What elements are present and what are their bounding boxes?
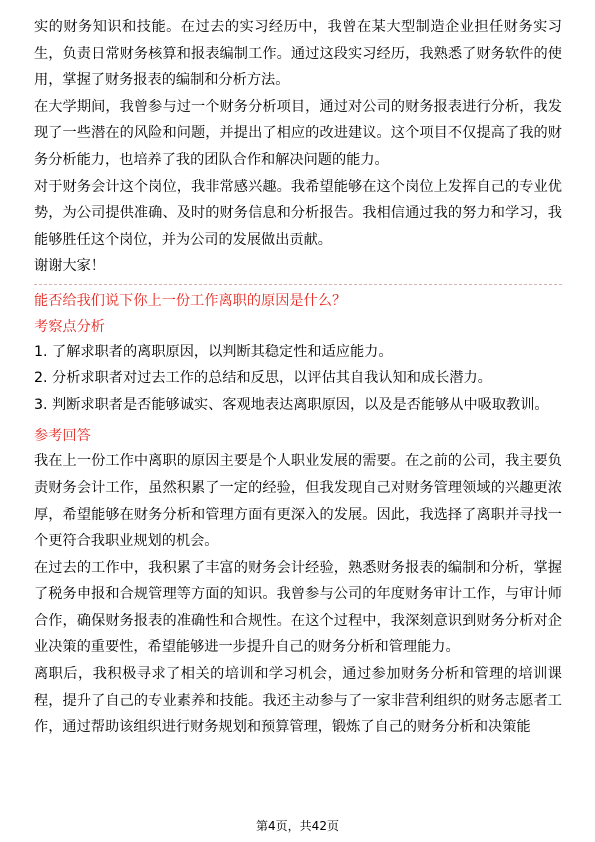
interview-question: 能否给我们说下你上一份工作离职的原因是什么？ xyxy=(34,292,347,309)
intro-paragraph-1: 实的财务知识和技能。在过去的实习经历中，我曾在某大型制造企业担任财务实习生，负责日常财务核算和报表编制工作。通过这段实习经历，我熟悉了财务软件的使用，掌握了财务报表的编制和分析方法。 xyxy=(34,19,562,89)
page-number-footer: 第4页，共42页 xyxy=(256,819,339,833)
intro-paragraph-2: 在大学期间，我曾参与过一个财务分析项目，通过对公司的财务报表进行分析，我发现了一些潜在的风险和问题，并提出了相应的改进建议。这个项目不仅提高了我的财务分析能力，也培养了我的团队合作和解决问题的能力。 xyxy=(34,98,562,168)
analysis-item-2: 2. 分析求职者对过去工作的总结和反思，以评估其自我认知和成长潜力。 xyxy=(34,370,492,387)
analysis-item-3: 3. 判断求职者是否能够诚实、客观地表达离职原因，以及是否能够从中吸取教训。 xyxy=(34,396,549,413)
intro-paragraph-3: 对于财务会计这个岗位，我非常感兴趣。我希望能够在这个岗位上发挥自己的专业优势，为公司提供准确、及时的财务信息和分析报告。我相信通过我的努力和学习，我能够胜任这个岗位，并为公司的发展做出贡献。 xyxy=(34,178,562,248)
intro-closing: 谢谢大家！ xyxy=(34,258,105,275)
answer-heading: 参考回答 xyxy=(34,428,91,445)
answer-paragraph-3: 离职后，我积极寻求了相关的培训和学习机会，通过参加财务分析和管理的培训课程，提升了自己的专业素养和技能。我还主动参与了一家非营利组织的财务志愿者工作，通过帮助该组织进行财务规划和预算管理，锻炼了自己的财务分析和决策能 xyxy=(34,666,562,736)
analysis-item-1: 1. 了解求职者的离职原因，以判断其稳定性和适应能力。 xyxy=(34,343,393,360)
answer-paragraph-2: 在过去的工作中，我积累了丰富的财务会计经验，熟悉财务报表的编制和分析，掌握了税务申报和合规管理等方面的知识。我曾参与公司的年度财务审计工作，与审计师合作，确保财务报表的准确性和合规性。在这个过程中，我深刻意识到财务分析对企业决策的重要性，希望能够进一步提升自己的财务分析和管理能力。 xyxy=(34,559,562,656)
section-divider xyxy=(34,284,562,285)
answer-paragraph-1: 我在上一份工作中离职的原因主要是个人职业发展的需要。在之前的公司，我主要负责财务会计工作，虽然积累了一定的经验，但我发现自己对财务管理领域的兴趣更浓厚，希望能够在财务分析和管理方面有更深入的发展。因此，我选择了离职并寻找一个更符合我职业规划的机会。 xyxy=(34,453,562,550)
analysis-heading: 考察点分析 xyxy=(34,318,105,335)
page-content xyxy=(34,14,562,741)
